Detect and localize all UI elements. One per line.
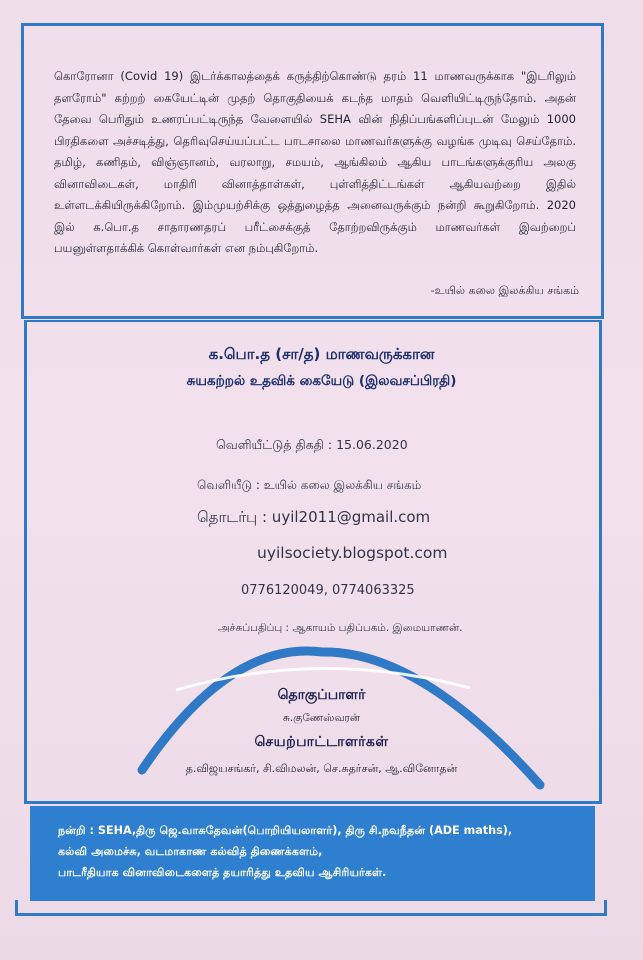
compiler-name: சு.குணேஸ்வரன் bbox=[282, 712, 361, 724]
coordinators-names: த.விஜயசங்கர், சி.விமலன், செ.சுதர்சன், ஆ.வினோதன் bbox=[185, 762, 458, 775]
thanks-line-2: கல்வி அமைச்சு, வடமாகாண கல்வித் திணைக்களம், bbox=[58, 845, 323, 858]
intro-signature: -உயில் கலை இலக்கிய சங்கம் bbox=[430, 284, 579, 297]
intro-paragraph: கொரோனா (Covid 19) இடர்க்காலத்தைக் கருத்திற்கொண்டு தரம் 11 மாணவருக்காக "இடரிலும் தளரோம்" கற்றற் கையேட்டின் முதற் தொகுதியைக் கடந்த மாதம் வெளியிட்டிருந்தோம். அதன் தேவை பெரிதும் உணரப்பட்டிருந்த வேளையில் SEHA வின் நிதிப்பங்களிப்புடன் மேலும் 1000 பிரதிகளை அச்சடித்து, தெரிவுசெய்யப்பட்ட பாடசாலை மாணவர்களுக்கு வழங்க முடிவு செய்தோம். தமிழ், கணிதம், விஞ்ஞானம், வரலாறு, சமயம், ஆங்கிலம் ஆகிய பாடங்களுக்குரிய அலகு வினாவிடைகள், மாதிரி வினாத்தாள்கள், புள்ளித்திட்டங்கள் ஆகியவற்றை இதில் உள்ளடக்கியிருக்கிறோம். இம்முயற்சிக்கு ஒத்துழைத்த அனைவருக்கும் நன்றி கூறுகிறோம். 2020 இல் க.பொ.த சாதாரணதரப் பரீட்சைக்குத் தோற்றவிருக்கும் மாணவர்கள் இவற்றைப் பயனுள்ளதாக்கிக் கொள்வார்கள் என நம்புகிறோம். bbox=[54, 69, 576, 255]
contact-email: தொடர்பு : uyil2011@gmail.com bbox=[197, 508, 431, 526]
thanks-box bbox=[30, 806, 595, 901]
coordinators-heading: செயற்பாட்டாளர்கள் bbox=[254, 734, 389, 750]
publisher: வெளியீடு : உயில் கலை இலக்கிய சங்கம் bbox=[197, 478, 422, 492]
thanks-line-3: பாடரீதியாக வினாவிடைகளைத் தயாரித்து உதவிய ஆசிரியர்கள். bbox=[58, 866, 387, 879]
compiler-heading: தொகுப்பாளர் bbox=[277, 687, 366, 703]
printer: அச்சுப்பதிப்பு : ஆகாயம் பதிப்பகம். இமையாணன். bbox=[218, 622, 463, 634]
thanks-line-1: நன்றி : SEHA,திரு ஜெ.வாசுதேவன்(பொறியியலாளர்), திரு சி.நவநீதன் (ADE maths), bbox=[58, 824, 513, 837]
phone-numbers: 0776120049, 0774063325 bbox=[241, 583, 415, 598]
blog-url: uyilsociety.blogspot.com bbox=[257, 544, 448, 562]
title-line-2: சுயகற்றல் உதவிக் கையேடு (இலவசப்பிரதி) bbox=[186, 373, 457, 389]
release-date: வெளியீட்டுத் திகதி : 15.06.2020 bbox=[216, 437, 408, 452]
middle-frame bbox=[24, 320, 602, 804]
bottom-frame bbox=[15, 900, 607, 916]
title-line-1: க.பொ.த (சா/த) மாணவருக்கான bbox=[208, 345, 435, 363]
